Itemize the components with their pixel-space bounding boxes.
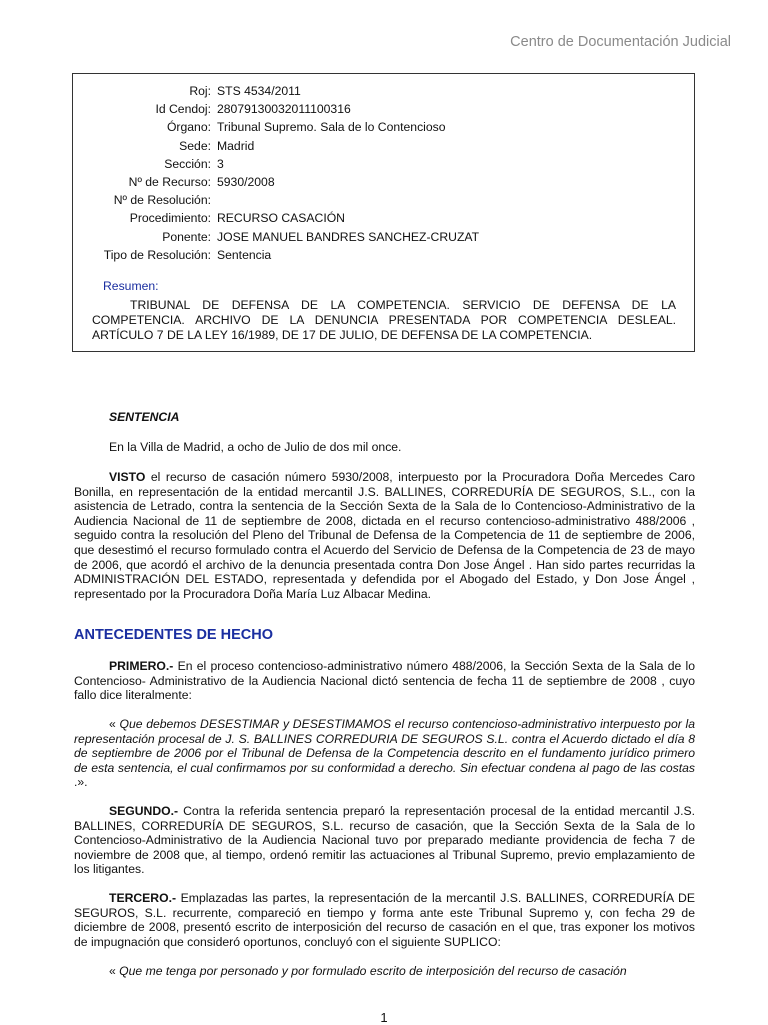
quote2-text: Que me tenga por personado y por formulado escrito de interposición del recurso de casación: [119, 964, 627, 978]
resumen-label: Resumen:: [103, 279, 159, 293]
metadata-row: [73, 191, 694, 209]
metadata-label: Id Cendoj:: [155, 102, 211, 117]
metadata-row: [73, 246, 694, 264]
metadata-value: RECURSO CASACIÓN: [217, 211, 345, 226]
segundo-lead: SEGUNDO.-: [109, 804, 179, 818]
metadata-label: Nº de Recurso:: [128, 174, 211, 189]
metadata-row: [73, 209, 694, 227]
metadata-row: [73, 82, 694, 100]
metadata-value: 3: [217, 156, 224, 171]
metadata-value: 28079130032011100316: [217, 102, 351, 117]
visto-lead: VISTO: [109, 470, 146, 484]
metadata-value: 5930/2008: [217, 174, 275, 189]
quote2-paragraph: [74, 964, 695, 979]
primero-text: En el proceso contencioso-administrativo número 488/2006, la Sección Sexta de la Sala de lo Contencioso- Administrativo de la Audiencia Nacional dictó sentencia de fecha 11 de septiembre de 2008 , cuyo fallo dice literalmente:: [74, 659, 695, 703]
metadata-row: [73, 173, 694, 191]
metadata-label: Sección:: [164, 156, 211, 171]
metadata-value: Tribunal Supremo. Sala de lo Contencioso: [217, 120, 446, 135]
antecedentes-heading: ANTECEDENTES DE HECHO: [74, 627, 273, 643]
metadata-value: STS 4534/2011: [217, 84, 301, 98]
quote1-open: «: [109, 717, 120, 731]
tercero-lead: TERCERO.-: [109, 891, 177, 905]
metadata-box: [72, 73, 695, 352]
metadata-label: Sede:: [179, 138, 211, 153]
metadata-value: Sentencia: [217, 247, 272, 262]
metadata-label: Procedimiento:: [129, 211, 211, 226]
page-number: [0, 1010, 768, 1025]
metadata-label: Nº de Resolución:: [113, 193, 211, 208]
metadata-row: [73, 228, 694, 246]
sentencia-title: SENTENCIA: [109, 410, 180, 424]
visto-text: el recurso de casación número 5930/2008, interpuesto por la Procuradora Doña Mercedes Caro Bonilla, en representación de la entidad mercantil J.S. BALLINES, CORREDURÍA DE SEGUROS, S.L., con la asistencia de Letrado, contra la sentencia de la Sección Sexta de la Sala de lo Contencioso-Administrativo de la Audiencia Nacional de 11 de septiembre de 2008, dictada en el recurso contencioso-administrativo 488/2006 , seguido contra la resolución del Pleno del Tribunal de Defensa de la Competencia de 11 de septiembre de 2006, que desestimó el recurso formulado contra el Acuerdo del Servicio de Defensa de la Competencia de 23 de mayo de 2006, que acordó el archivo de la denuncia presentada contra Don Jose Ángel . Han sido partes recurridas la ADMINISTRACIÓN DEL ESTADO, representada y defendida por el Abogado del Estado, y Don Jose Ángel , representado por la Procuradora Doña María Luz Albacar Medina.: [74, 470, 695, 601]
segundo-text: Contra la referida sentencia preparó la representación procesal de la entidad mercantil J.S. BALLINES, CORREDURÍA DE SEGUROS, S.L. recurso de casación, que la Sección Sexta de la Sala de lo Contencioso-Administrativo de la Audiencia Nacional tuvo por preparado mediante providencia de fecha 7 de noviembre de 2008 que, al tiempo, ordenó remitir las actuaciones al Tribunal Supremo, previo emplazamiento de los litigantes.: [74, 804, 695, 877]
resumen-text: TRIBUNAL DE DEFENSA DE LA COMPETENCIA. SERVICIO DE DEFENSA DE LA COMPETENCIA. ARCHIVO DE LA DENUNCIA PRESENTADA POR COMPETENCIA DESLEAL. ARTÍCULO 7 DE LA LEY 16/1989, DE 17 DE JULIO, DE DEFENSA DE LA COMPETENCIA.: [92, 298, 676, 342]
primero-paragraph: [74, 659, 695, 703]
primero-lead: PRIMERO.-: [109, 659, 174, 673]
metadata-value: [217, 191, 694, 209]
tercero-paragraph: [74, 891, 695, 949]
header-brand: Centro de Documentación Judicial: [510, 34, 731, 50]
quote1-close: .».: [74, 775, 88, 790]
metadata-table: [73, 82, 694, 264]
metadata-row: [73, 155, 694, 173]
dateline: En la Villa de Madrid, a ocho de Julio de dos mil once.: [109, 440, 402, 454]
metadata-value: JOSE MANUEL BANDRES SANCHEZ-CRUZAT: [217, 229, 480, 244]
metadata-row: [73, 118, 694, 136]
metadata-value: Madrid: [217, 138, 255, 153]
metadata-label: Órgano:: [166, 120, 211, 135]
metadata-row: [73, 137, 694, 155]
metadata-label: Roj:: [189, 84, 211, 98]
metadata-label: Ponente:: [162, 229, 211, 244]
segundo-paragraph: [74, 804, 695, 877]
tercero-text: Emplazadas las partes, la representación de la mercantil J.S. BALLINES, CORREDURÍA DE SEGUROS, S.L. recurrente, compareció en tiempo y forma ante este Tribunal Supremo y, con fecha 29 de diciembre de 2008, presentó escrito de interposición del recurso de casación en el que, tras exponer los motivos de impugnación que consideró oportunos, concluyó con el siguiente SUPLICO:: [74, 891, 695, 949]
metadata-label: Tipo de Resolución:: [103, 247, 211, 262]
metadata-row: [73, 100, 694, 118]
quote2-open: «: [109, 964, 120, 978]
page-number-value: 1: [380, 1010, 388, 1025]
quote1-paragraph: [74, 717, 695, 790]
visto-paragraph: [74, 470, 695, 601]
quote1-text: Que debemos DESESTIMAR y DESESTIMAMOS el recurso contencioso-administrativo interpuesto por la representación procesal de J. S. BALLINES CORREDURIA DE SEGUROS S.L. contra el Acuerdo dictado el día 8 de septiembre de 2006 por el Tribunal de Defensa de la Competencia descrito en el fundamento jurídico primero de esta sentencia, el cual confirmamos por su conformidad a derecho. Sin efectuar condena al pago de las costas: [74, 717, 695, 775]
